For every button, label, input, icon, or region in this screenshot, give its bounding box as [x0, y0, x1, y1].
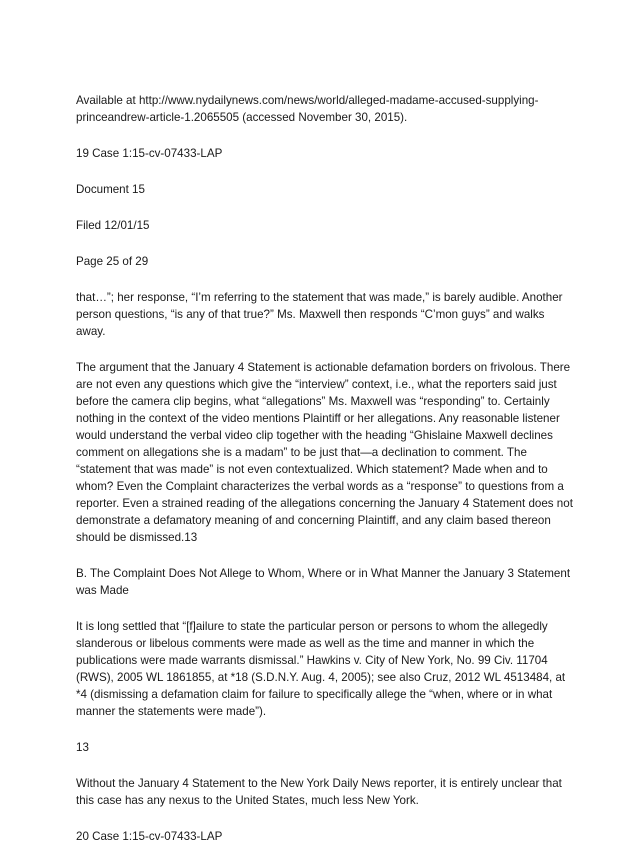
- section-heading: B. The Complaint Does Not Allege to Whom, Where or in What Manner the January 3 Statement was Made: [76, 567, 571, 597]
- footnote-text: Without the January 4 Statement to the New York Daily News reporter, it is entirely unclear that this case has any nexus to the United States, much less New York.: [76, 777, 562, 807]
- body-paragraph: that…”; her response, “I’m referring to the statement that was made,” is barely audible. Another person questions, “is any of that true?” Ms. Maxwell then responds “C’mon guys” and walks away.: [76, 291, 563, 338]
- page-header-filed: Filed 12/01/15: [76, 219, 150, 232]
- page-header-page: Page 25 of 29: [76, 255, 149, 268]
- footnote-number: 13: [76, 741, 89, 754]
- body-paragraph: It is long settled that “[f]ailure to state the particular person or persons to whom the allegedly slanderous or libelous comments were made as well as the time and manner in which the publications were made warrants dismissal.” Hawkins v. City of New York, No. 99 Civ. 11704 (RWS), 2005 WL 1861855, at *18 (S.D.N.Y. Aug. 4, 2005); see also Cruz, 2012 WL 4513484, at *4 (dismissing a defamation claim for failure to specifically allege the “when, where or in what manner the statements were made”).: [76, 620, 566, 718]
- source-citation: Available at http://www.nydailynews.com/news/world/alleged-madame-accused-supplying-princeandrew-article-1.2065505 (accessed November 30, 2015).: [76, 94, 539, 124]
- document-page: [76, 92, 576, 845]
- body-paragraph: The argument that the January 4 Statement is actionable defamation borders on frivolous. There are not even any questions which give the “interview” context, i.e., what the reporters said just before the camera clip begins, what “allegations” Ms. Maxwell was “responding” to. Certainly nothing in the context of the video mentions Plaintiff or her allegations. Any reasonable listener would understand the verbal video clip together with the heading “Ghislaine Maxwell declines comment on allegations she is a madam” to be just that—a declination to comment. The “statement that was made” is not even contextualized. Which statement? Made when and to whom? Even the Complaint characterizes the verbal words as a “response” to questions from a reporter. Even a strained reading of the allegations concerning the January 4 Statement does not demonstrate a defamatory meaning of and concerning Plaintiff, and any claim based thereon should be dismissed.13: [76, 361, 573, 544]
- page-header-document: Document 15: [76, 183, 145, 196]
- page-header-case: 19 Case 1:15-cv-07433-LAP: [76, 147, 223, 160]
- page-footer-case: 20 Case 1:15-cv-07433-LAP: [76, 830, 223, 843]
